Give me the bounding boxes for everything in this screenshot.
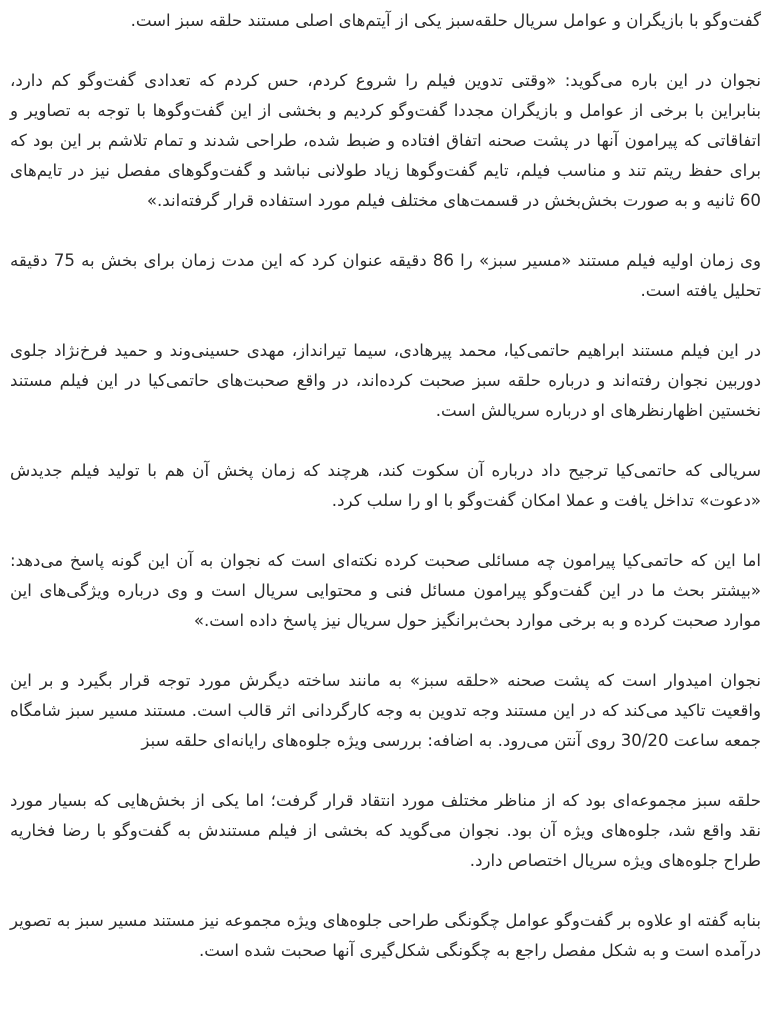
paragraph-cast: در این فیلم مستند ابراهیم حاتمی‌کیا، محمد پیرهادی، سیما تیرانداز، مهدی حسینی‌وند و حمید فرخ‌نژاد جلوی دوربین نجوان رفته‌اند و درباره حلقه سبز صحبت کرده‌اند، در واقع صحبت‌های حاتمی‌کیا در این فیلم مستند نخستین اظهارنظرهای او درباره سریالش است.	[10, 341, 761, 420]
paragraph-intro: گفت‌وگو با بازیگران و عوامل سریال حلقه‌سبز یکی از آیتم‌های اصلی مستند حلقه سبز است.	[130, 11, 761, 30]
paragraph-effects-design: بنابه گفته او علاوه بر گفت‌وگو عوامل چگونگی طراحی جلوه‌های ویژه مجموعه نیز مستند مسیر سبز به تصویر درآمده است و به شکل مفصل راجع به چگونگی شکل‌گیری آنها صحبت شده است.	[10, 911, 761, 960]
paragraph-effects-critique: حلقه سبز مجموعه‌ای بود که از مناظر مختلف مورد انتقاد قرار گرفت؛ اما یکی از بخش‌هایی که بسیار مورد نقد واقع شد، جلوه‌های ویژه آن بود. نجوان می‌گوید که بخشی از فیلم مستندش به گفت‌وگو با رضا فخاریه طراح جلوه‌های ویژه سریال اختصاص دارد.	[10, 791, 761, 870]
paragraph-broadcast: نجوان امیدوار است که پشت صحنه «حلقه سبز» به مانند ساخته دیگرش مورد توجه قرار بگیرد و بر این واقعیت تاکید می‌کند که در این مستند وجه تدوین به وجه کارگردانی اثر قالب است. مستند مسیر سبز شامگاه جمعه ساعت 30/20 روی آنتن می‌رود. به اضافه: بررسی ویژه جلوه‌های رایانه‌ای حلقه سبز	[10, 671, 761, 750]
paragraph-topics: اما این که حاتمی‌کیا پیرامون چه مسائلی صحبت کرده نکته‌ای است که نجوان به آن این گونه پاسخ می‌دهد: «بیشتر بحث ما در این گفت‌وگو پیرامون مسائل فنی و محتوایی سریال است و وی درباره ویژگی‌های این موارد صحبت کرده و به برخی موارد بحث‌برانگیز حول سریال نیز پاسخ داده است.»	[10, 551, 761, 630]
paragraph-duration: وی زمان اولیه فیلم مستند «مسیر سبز» را 86 دقیقه عنوان کرد که این مدت زمان برای بخش به 75 دقیقه تحلیل یافته است.	[10, 251, 761, 300]
paragraph-silence: سریالی که حاتمی‌کیا ترجیح داد درباره آن سکوت کند، هرچند که زمان پخش آن هم با تولید فیلم جدیدش «دعوت» تداخل یافت و عملا امکان گفت‌وگو با او را سلب کرد.	[10, 461, 761, 510]
paragraph-editing-quote: نجوان در این باره می‌گوید: «وقتی تدوین فیلم را شروع کردم، حس کردم که تعدادی گفت‌وگو کم دارد، بنابراین با برخی از عوامل و بازیگران مجددا گفت‌وگو کردیم و بخشی از این گفت‌وگوها با توجه به تصاویر و اتفاقاتی که پیرامون آنها در پشت صحنه اتفاق افتاده و ضبط شده، طراحی شدند و تمام تلاشم بر این بود که برای حفظ ریتم تند و مناسب فیلم، تایم گفت‌وگوها زیاد طولانی نباشد و گفت‌وگوهای مفصل نیز در تایم‌های 60 ثانیه و به صورت بخش‌بخش در قسمت‌های مختلف فیلم مورد استفاده قرار گرفته‌اند.»	[10, 71, 761, 210]
